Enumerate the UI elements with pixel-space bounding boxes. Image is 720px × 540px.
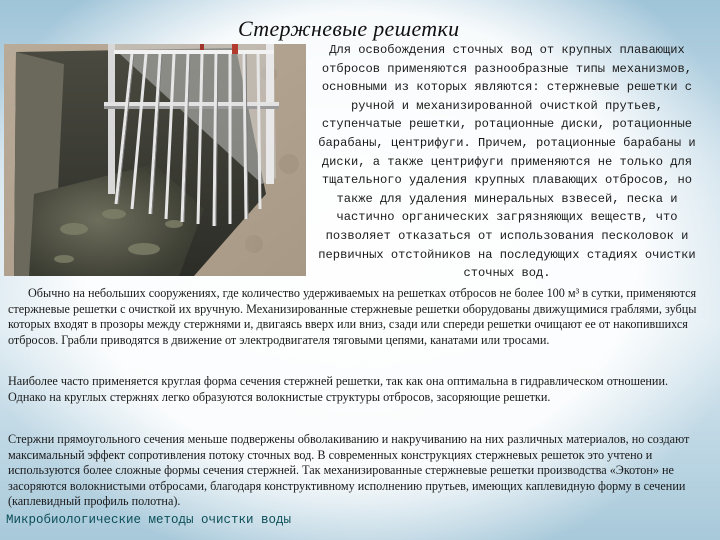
- bar-screen-photo: [4, 44, 306, 276]
- paragraph-rectangular-bars: Стержни прямоугольного сечения меньше подвержены обволакиванию и накручиванию на них различных материалов, но создают максимальный эффект сопротивления потоку сточных вод. В современных конструкциях стержневых решеток это учтено и используются более сложные формы сечения стержней. Так механизированные стержневые решетки производства «Экотон» не засоряются волокнистыми отбросами, благодаря конструктивному исполнению прутьев, имеющих каплевидную форму в сечении (каплевидный профиль полотна).: [8, 432, 690, 509]
- slide-title: Стержневые решетки: [238, 16, 460, 41]
- footer-caption: Микробиологические методы очистки воды: [6, 513, 292, 527]
- paragraph-manual-cleaning: Обычно на небольших сооружениях, где количество удерживаемых на решетках отбросов не более 100 м³ в сутки, применяются стержневые решетки с очисткой их вручную. Механизированные стержневые решетки оборудованы движущимися граблями, зубцы которых входят в прозоры между стержнями и, двигаясь вверх или вниз, сзади или спереди решетки очищают ее от накопившихся отбросов. Грабли приводятся в движение от электродвигателя тяговыми цепями, канатами или тросами.: [8, 286, 697, 347]
- intro-text: Для освобождения сточных вод от крупных плавающих отбросов применяются разнообразные типы механизмов, основными из которых являются: стержневые решетки с ручной и механизированной очисткой прутьев, ступенчатые решетки, ротационные диски, ротационные барабаны, центрифуги. Причем, ротационные барабаны и диски, а также центрифуги применяются не только для тщательного удаления крупных плавающих отбросов, но также для удаления минеральных взвесей, песка и частично органических загрязняющих веществ, что позволяет отказаться от использования песколовок и первичных отстойников на последующих стадиях очистки сточных вод.: [318, 43, 696, 281]
- paragraph-round-bars: Наиболее часто применяется круглая форма сечения стержней решетки, так как она оптимальна в гидравлическом отношении. Однако на круглых стержнях легко образуются волокнистые структуры отбросов, засоряющие решетки.: [8, 374, 669, 404]
